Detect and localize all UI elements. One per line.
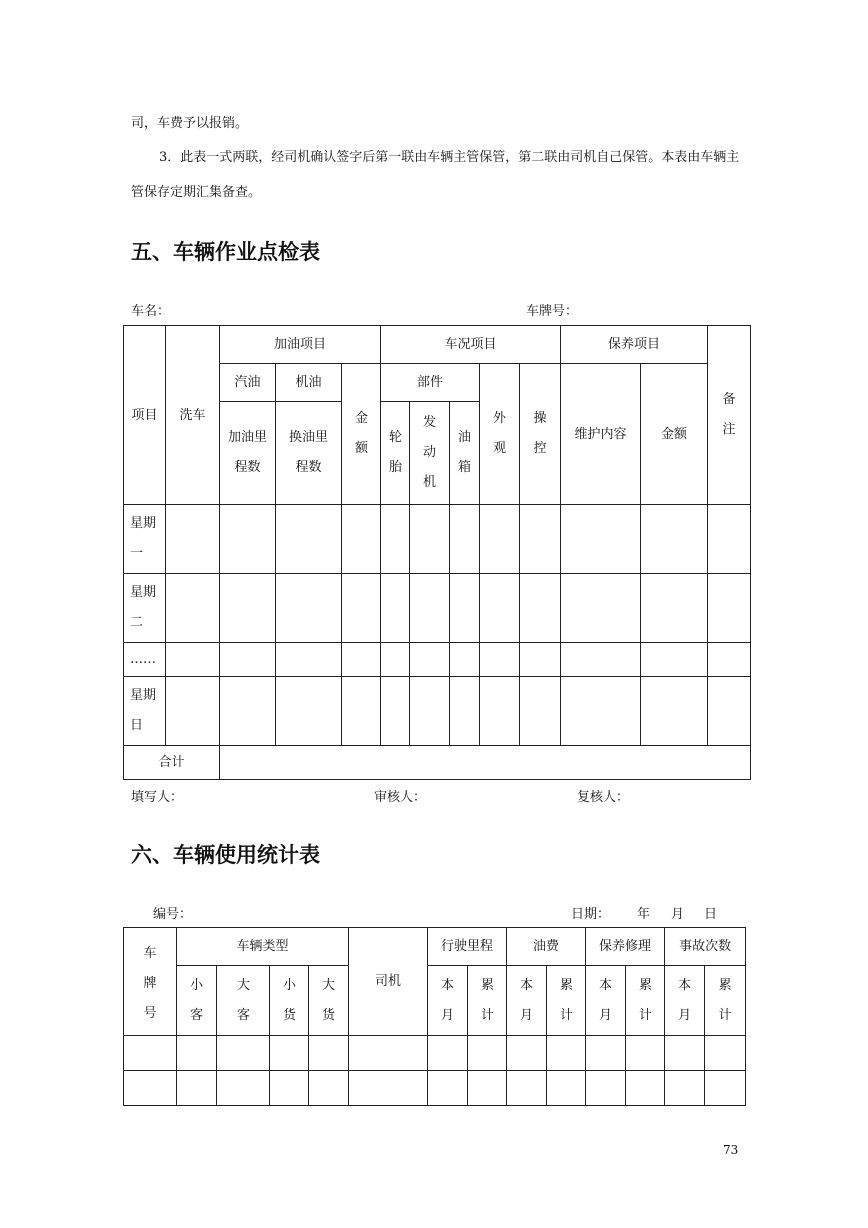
header-small-truck: 小货 <box>270 966 309 1036</box>
section6-title: 六、车辆使用统计表 <box>131 843 320 867</box>
header-amount: 金额 <box>342 364 381 505</box>
header-oilchange-mileage: 换油里程数 <box>276 402 342 505</box>
header-repair: 保养修理 <box>586 928 665 966</box>
header-condition: 车况项目 <box>381 326 561 364</box>
header-appearance: 外观 <box>480 364 520 505</box>
header-plate: 车牌号 <box>124 928 177 1036</box>
header-maint-amount: 金额 <box>641 364 708 505</box>
header-accidents: 事故次数 <box>665 928 746 966</box>
header-maintenance: 保养项目 <box>561 326 708 364</box>
date-label: 日期： <box>571 907 611 922</box>
reviewer-label: 审核人： <box>374 790 427 805</box>
header-wash: 洗车 <box>166 326 220 505</box>
header-accidents-cumulative: 累计 <box>705 966 746 1036</box>
header-refuel: 加油项目 <box>220 326 381 364</box>
plate-label: 车牌号： <box>526 304 579 319</box>
header-parts: 部件 <box>381 364 480 402</box>
header-accidents-month: 本月 <box>665 966 705 1036</box>
intro-line-3: 管保存定期汇集备查。 <box>131 185 262 200</box>
header-control: 操控 <box>520 364 561 505</box>
header-fuel-cumulative: 累计 <box>547 966 586 1036</box>
month-label: 月 <box>671 907 685 922</box>
header-refuel-mileage: 加油里程数 <box>220 402 276 505</box>
filler-label: 填写人： <box>131 790 184 805</box>
row-label-monday: 星期一 <box>124 505 166 574</box>
header-gas: 汽油 <box>220 364 276 402</box>
header-repair-month: 本月 <box>586 966 626 1036</box>
vehicle-usage-table <box>123 927 746 1106</box>
header-vehicle-type: 车辆类型 <box>177 928 349 966</box>
header-mileage-month: 本月 <box>428 966 468 1036</box>
header-small-bus: 小客 <box>177 966 217 1036</box>
vehicle-check-table <box>123 325 751 780</box>
section5-title: 五、车辆作业点检表 <box>131 240 320 264</box>
intro-line-1: 司，车费予以报销。 <box>131 116 249 131</box>
header-tank: 油箱 <box>450 402 480 505</box>
number-label: 编号： <box>153 907 193 922</box>
total-label: 合计 <box>124 746 220 780</box>
day-label: 日 <box>704 907 718 922</box>
header-big-truck: 大货 <box>309 966 349 1036</box>
header-fuel: 油费 <box>507 928 586 966</box>
header-engine-oil: 机油 <box>276 364 342 402</box>
year-label: 年 <box>637 907 651 922</box>
row-label-ellipsis: …… <box>124 643 166 677</box>
header-driver: 司机 <box>349 928 428 1036</box>
car-name-label: 车名： <box>131 304 171 319</box>
header-mileage: 行驶里程 <box>428 928 507 966</box>
header-motor: 发动机 <box>410 402 450 505</box>
row-label-tuesday: 星期二 <box>124 574 166 643</box>
header-remark: 备注 <box>708 326 751 505</box>
intro-line-2: 3．此表一式两联，经司机确认签字后第一联由车辆主管保管，第二联由司机自己保管。本表由车辆主 <box>159 150 740 165</box>
header-mileage-cumulative: 累计 <box>468 966 507 1036</box>
rechecker-label: 复核人： <box>577 790 630 805</box>
page-number: 73 <box>723 1143 739 1157</box>
header-tire: 轮胎 <box>381 402 410 505</box>
header-big-bus: 大客 <box>217 966 270 1036</box>
header-repair-cumulative: 累计 <box>626 966 665 1036</box>
header-fuel-month: 本月 <box>507 966 547 1036</box>
header-item: 项目 <box>124 326 166 505</box>
header-repair-content: 维护内容 <box>561 364 641 505</box>
row-label-sunday: 星期日 <box>124 677 166 746</box>
